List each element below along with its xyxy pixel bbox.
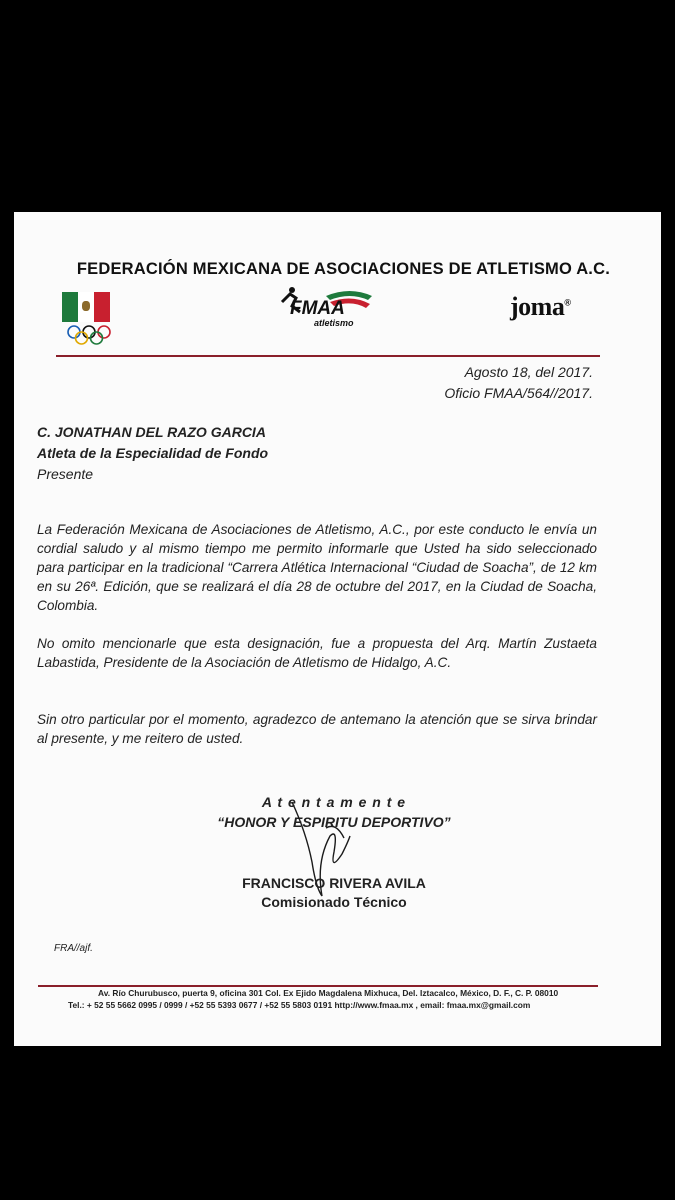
body-paragraph-3: Sin otro particular por el momento, agradezco de antemano la atención que se sirva brindar al presente, y me reitero de usted.	[37, 712, 597, 746]
initials: FRA//ajf.	[54, 943, 93, 954]
letter-date: Agosto 18, del 2017.	[464, 364, 593, 380]
recipient-name: C. JONATHAN DEL RAZO GARCIA	[37, 424, 266, 440]
footer-address: Av. Río Churubusco, puerta 9, oficina 301 Col. Ex Ejido Magdalena Mixhuca, Del. Iztacalco, México, D. F., C. P. 08010	[98, 988, 559, 998]
joma-logo-text: joma	[510, 292, 565, 321]
letter-page	[14, 212, 661, 1046]
recipient-presente: Presente	[37, 466, 94, 482]
footer-rule	[38, 985, 598, 987]
mexico-flag-icon	[62, 292, 110, 322]
fmaa-logo-sub: atletismo	[314, 318, 354, 328]
federation-title: FEDERACIÓN MEXICANA DE ASOCIACIONES DE ATLETISMO A.C.	[76, 260, 610, 278]
header-rule	[56, 355, 600, 357]
footer-contact: Tel.: + 52 55 5662 0995 / 0999 / +52 55 5393 0677 / +52 55 5803 0191 http://www.fmaa.mx , email: fmaa.mx@gmail.com	[68, 1000, 531, 1010]
closing: A t e n t a m e n t e	[261, 794, 407, 810]
body-paragraph-1: La Federación Mexicana de Asociaciones de Atletismo, A.C., por este conducto le envía un cordial saludo y al mismo tiempo me permito informarle que Usted ha sido seleccionado para participar en la tradicional “Carrera Atlética Internacional “Ciudad de Soacha”, de 12 km en su 26ª. Edición, que se realizará el día 28 de octubre del 2017, en la Ciudad de Soacha, Colombia.	[37, 522, 597, 613]
joma-logo	[510, 292, 570, 322]
recipient-title: Atleta de la Especialidad de Fondo	[37, 445, 269, 461]
motto: “HONOR Y ESPIRITU DEPORTIVO”	[217, 814, 451, 830]
olympic-rings-icon	[66, 324, 112, 346]
joma-registered-mark: ®	[564, 297, 571, 308]
signer-name: FRANCISCO RIVERA AVILA	[242, 875, 426, 891]
fmaa-logo-text: FMAA	[290, 298, 345, 319]
letter-reference: Oficio FMAA/564//2017.	[444, 385, 593, 401]
signer-title: Comisionado Técnico	[261, 894, 407, 910]
body-paragraph-2: No omito mencionarle que esta designación, fue a propuesta del Arq. Martín Zustaeta Labastida, Presidente de la Asociación de Atletismo de Hidalgo, A.C.	[37, 636, 597, 670]
